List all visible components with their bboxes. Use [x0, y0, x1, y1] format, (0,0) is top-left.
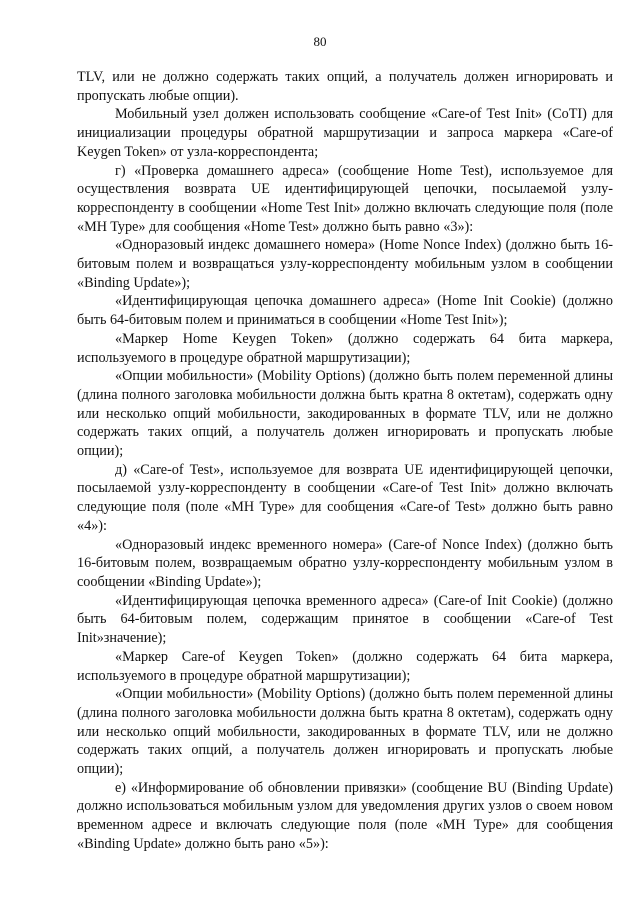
paragraph-mobility-options-1: «Опции мобильности» (Mobility Options) (должно быть полем переменной длины (длина полного заголовка мобильности должна быть кратна 8 октетам), содержать одну или несколько опций мобильности, закодированных в формате TLV, или не должно содержать таких опций, а получатель должен игнорировать и пропускать любые опции);	[77, 368, 613, 460]
paragraph-continuation: TLV, или не должно содержать таких опций, а получатель должен игнорировать и пропускать любые опции).	[77, 69, 613, 104]
paragraph-e-binding-update: е) «Информирование об обновлении привязки» (сообщение BU (Binding Update) должно использоваться мобильным узлом для уведомления других узлов о своем новом временном адресе и включать следующие поля (поле «MH Type» для сообщения «Binding Update» должно быть рано «5»):	[77, 779, 613, 852]
page-number: 80	[313, 34, 327, 49]
paragraph-g-home-test: г) «Проверка домашнего адреса» (сообщение Home Test), используемое для осуществления возврата UE идентифицирующей цепочки, посылаемой узлу-корреспонденту в сообщении «Home Test Init» должно включать следующие поля (поле «MH Type» для сообщения «Home Test» должно быть равно «3»):	[77, 162, 613, 235]
paragraph-coti: Мобильный узел должен использовать сообщение «Care-of Test Init» (CoTI) для инициализации процедуры обратной маршрутизации и запроса маркера «Care-of Keygen Token» от узла-корреспондента;	[77, 106, 613, 160]
paragraph-care-of-init-cookie: «Идентифицирующая цепочка временного адреса» (Care-of Init Cookie) (должно быть 64-битовым полем, содержащим принятое в сообщении «Care-of Test Init»значение);	[77, 592, 613, 647]
paragraph-care-of-keygen-token: «Маркер Care-of Keygen Token» (должно содержать 64 бита маркера, используемого в процедуре обратной маршрутизации);	[77, 648, 613, 684]
paragraph-mobility-options-2: «Опции мобильности» (Mobility Options) (должно быть полем переменной длины (длина полного заголовка мобильности должна быть кратна 8 октетам), содержать одну или несколько опций мобильности, закодированных в формате TLV, или не должно содержать таких опций, а получатель должен игнорировать и пропускать любые опции);	[77, 686, 613, 778]
paragraph-home-init-cookie: «Идентифицирующая цепочка домашнего адреса» (Home Init Cookie) (должно быть 64-битовым полем и приниматься в сообщении «Home Test Init»);	[77, 293, 613, 329]
body-text	[77, 68, 613, 854]
paragraph-home-nonce-index: «Одноразовый индекс домашнего номера» (Home Nonce Index) (должно быть 16-битовым полем и возвращаться узлу-корреспонденту мобильным узлом в сообщении «Binding Update»);	[77, 237, 613, 291]
paragraph-home-keygen-token: «Маркер Home Keygen Token» (должно содержать 64 бита маркера, используемого в процедуре обратной маршрутизации);	[77, 330, 613, 366]
paragraph-d-care-of-test: д) «Care-of Test», используемое для возврата UE идентифицирующей цепочки, посылаемой узлу-корреспонденту в сообщении «Care-of Test Init» должно включать следующие поля (поле «MH Type» для сообщения «Care-of Test» должно быть равно «4»):	[77, 461, 613, 534]
paragraph-care-of-nonce-index: «Одноразовый индекс временного номера» (Care-of Nonce Index) (должно быть 16-битовым полем, возвращаемым обратно узлу-корреспонденту мобильным узлом в сообщении «Binding Update»);	[77, 536, 613, 590]
